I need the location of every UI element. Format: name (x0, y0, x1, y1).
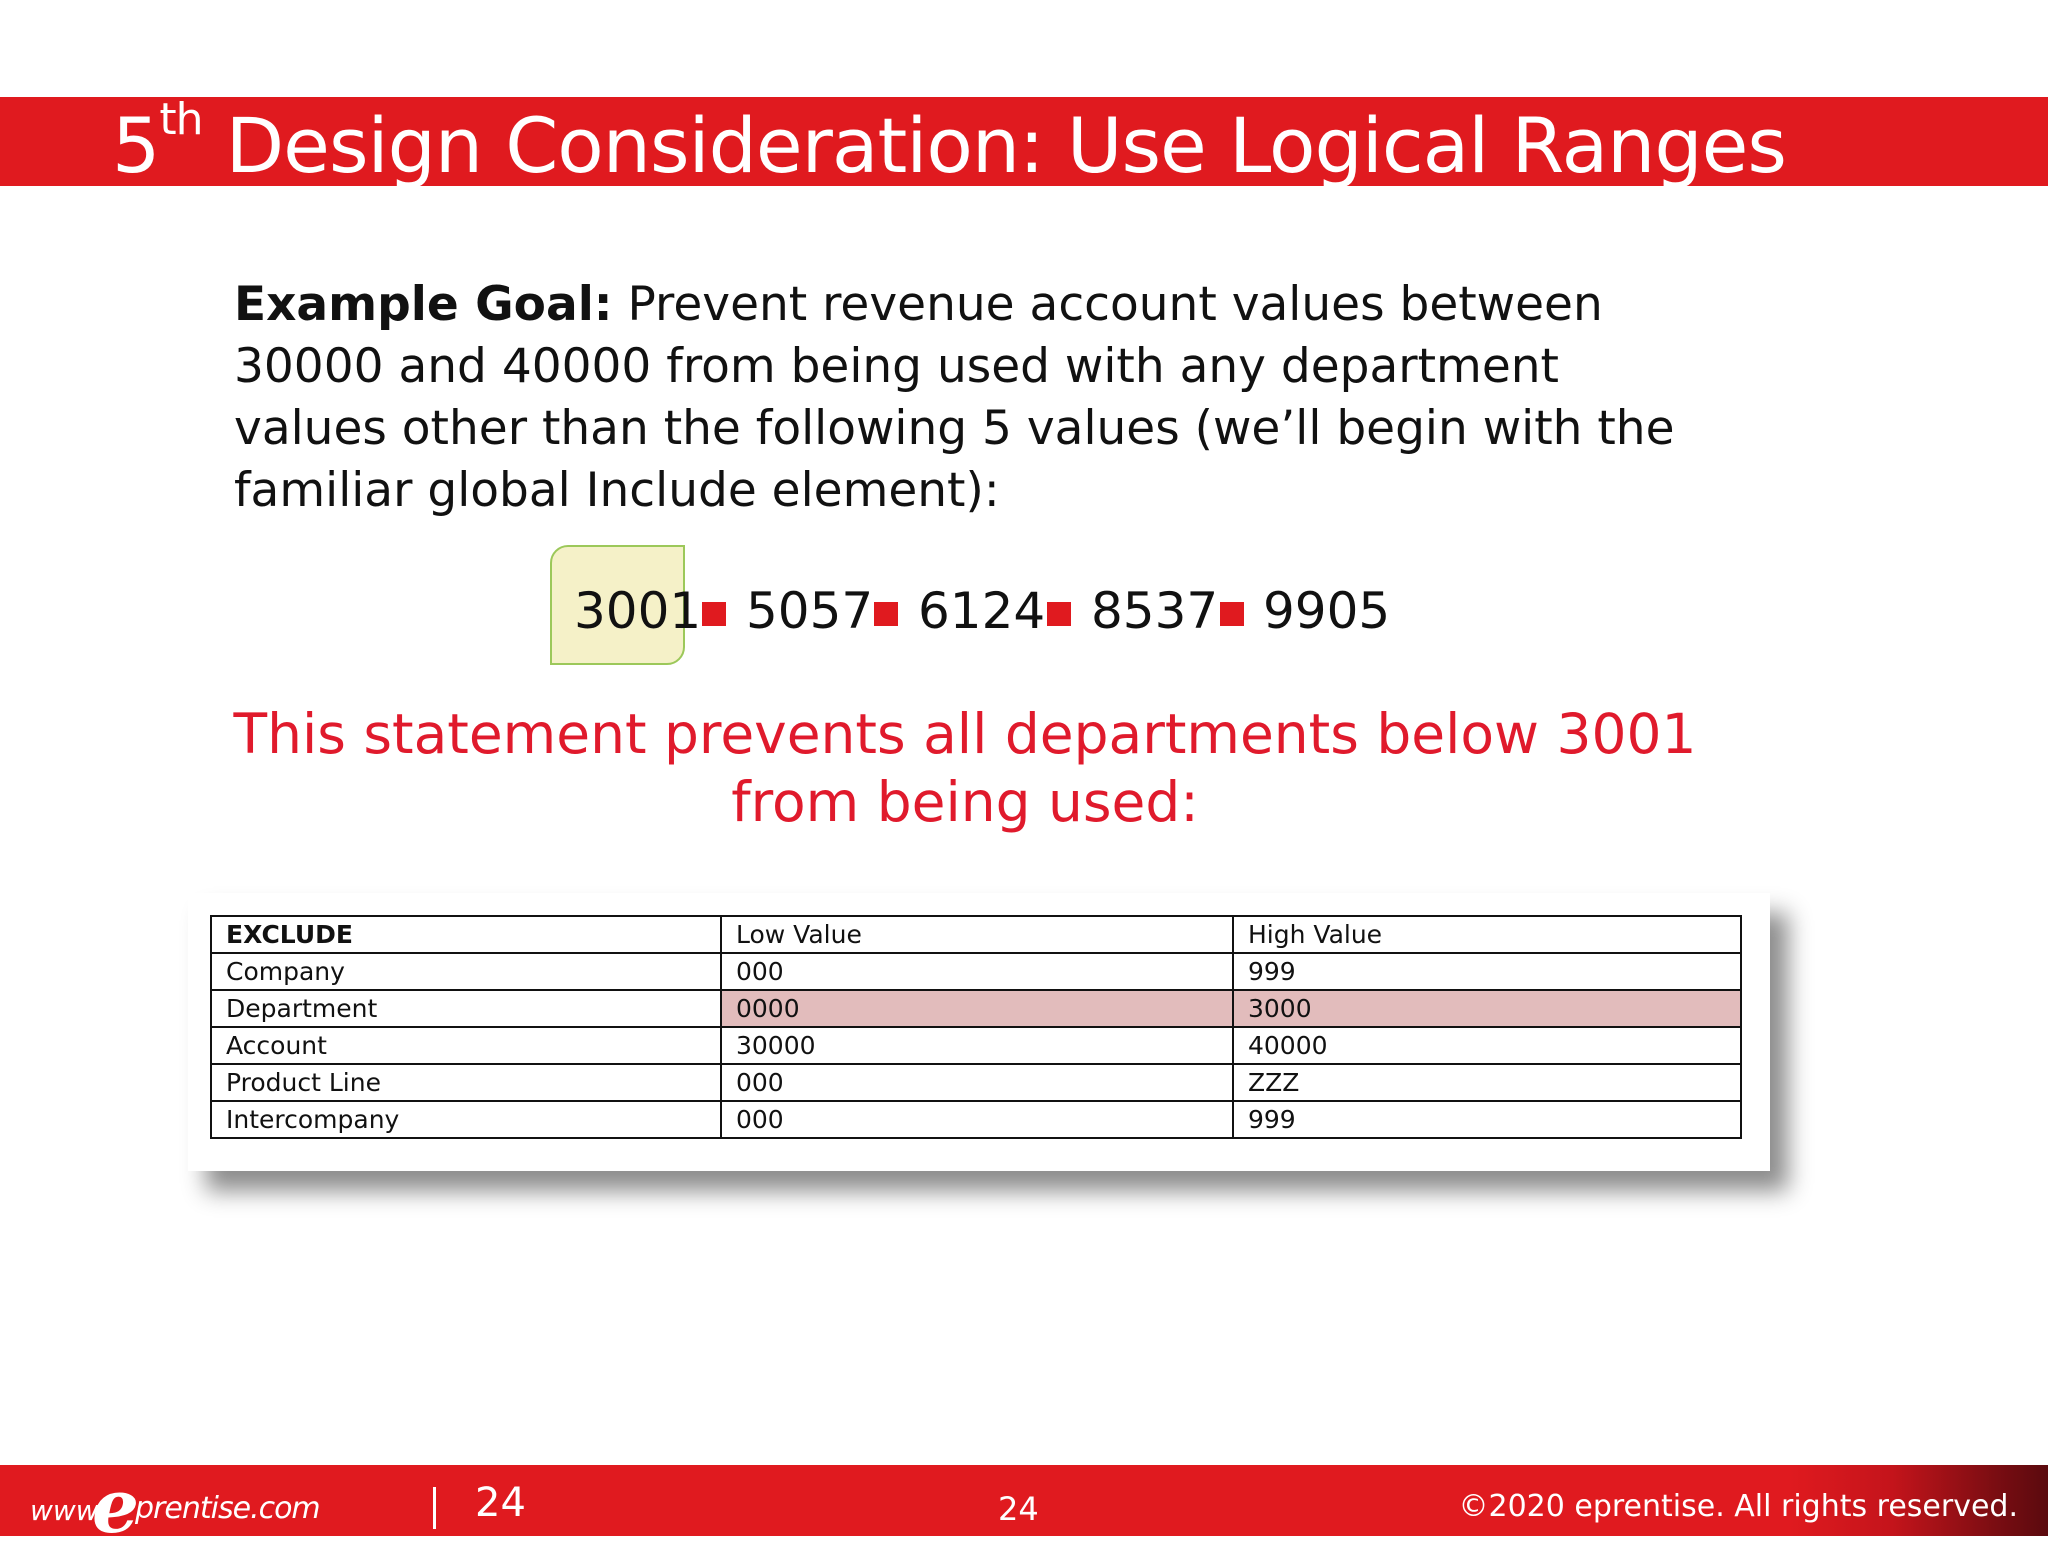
table-cell: 000 (721, 1064, 1233, 1101)
table-cell: Department (211, 990, 721, 1027)
page-number-center: 24 (998, 1490, 1039, 1528)
table-cell: Account (211, 1027, 721, 1064)
logo-name: prentise.com (135, 1491, 320, 1526)
table-cell: Intercompany (211, 1101, 721, 1138)
dept-value: 3001 (574, 582, 702, 640)
dept-value: 5057 (746, 582, 874, 640)
table-row (211, 1101, 1741, 1138)
page-number-left: 24 (475, 1480, 526, 1526)
logo-e: e (92, 1464, 140, 1550)
dept-value: 6124 (918, 582, 1046, 640)
table-header-row (211, 916, 1741, 953)
table-header: Low Value (721, 916, 1233, 953)
example-goal-paragraph (234, 274, 1694, 522)
goal-label: Example Goal: (234, 277, 613, 332)
bullet-square-icon (874, 602, 898, 626)
table-cell: 3000 (1233, 990, 1741, 1027)
department-values-row (550, 545, 1450, 665)
table-row (211, 1027, 1741, 1064)
title-superscript: th (159, 94, 203, 145)
table-row (211, 1064, 1741, 1101)
exclude-table (210, 915, 1742, 1139)
table-row (211, 953, 1741, 990)
bullet-square-icon (1047, 602, 1071, 626)
table-row-highlighted (211, 990, 1741, 1027)
slide-title: 5th Design Consideration: Use Logical Ranges (112, 94, 1786, 190)
table-header: High Value (1233, 916, 1741, 953)
logo-www: www. (30, 1494, 106, 1527)
goal-text: Prevent revenue account values between 30000 and 40000 from being used with any department values other than the following 5 values (we’ll begin with the familiar global Include element): (234, 277, 1675, 518)
table-cell: 999 (1233, 953, 1741, 990)
bullet-square-icon (1220, 602, 1244, 626)
dept-value: 8537 (1091, 582, 1219, 640)
table-cell: Product Line (211, 1064, 721, 1101)
table-cell: 30000 (721, 1027, 1233, 1064)
table-cell: ZZZ (1233, 1064, 1741, 1101)
table-cell: Company (211, 953, 721, 990)
statement-text: This statement prevents all departments below 3001 from being used: (233, 702, 1697, 834)
dept-value: 9905 (1263, 582, 1391, 640)
table-cell: 000 (721, 953, 1233, 990)
table-cell: 0000 (721, 990, 1233, 1027)
exclude-table-card (188, 893, 1770, 1171)
bullet-square-icon (702, 602, 726, 626)
table-cell: 999 (1233, 1101, 1741, 1138)
table-cell: 40000 (1233, 1027, 1741, 1064)
copyright-text: ©2020 eprentise. All rights reserved. (1458, 1489, 2018, 1524)
table-header: EXCLUDE (211, 916, 721, 953)
table-cell: 000 (721, 1101, 1233, 1138)
footer-divider (433, 1487, 436, 1529)
